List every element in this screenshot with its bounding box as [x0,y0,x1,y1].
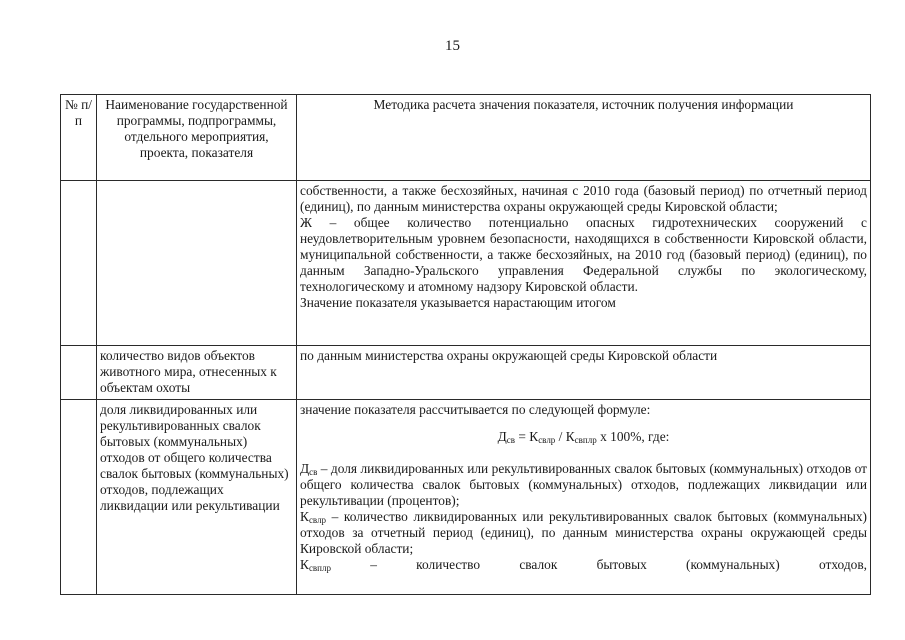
definition-text: – количество ликвидированных или рекультивированных свалок бытовых (коммунальных) отходов за отчетный период (единиц), по данным министерства охраны окружающей среды Кировской области; [300,509,867,556]
formula-operator: = [515,429,530,444]
table-row [61,346,871,400]
definition-text: – доля ликвидированных или рекультивированных свалок бытовых (коммунальных) отходов от общего количества свалок бытовых (коммунальных) отходов, подлежащих ликвидации или рекультивации (процентов); [300,461,867,508]
row-name [97,181,297,346]
definition-symbol: К [300,509,309,524]
header-method: Методика расчета значения показателя, источник получения информации [297,95,871,181]
formula-symbol: К [529,429,539,444]
table-header-row [61,95,871,181]
definition [300,509,867,557]
row-name: количество видов объектов животного мира, отнесенных к объектам охоты [97,346,297,400]
row-method: по данным министерства охраны окружающей среды Кировской области [297,346,871,400]
formula-subscript: свплр [574,435,597,445]
formula-tail: х 100%, где: [596,429,670,444]
formula [300,429,867,445]
method-intro: значение показателя рассчитывается по следующей формуле: [300,402,651,417]
definition-symbol: Д [300,461,310,476]
row-name: доля ликвидированных или рекультивированных свалок бытовых (коммунальных) отходов от общего количества свалок бытовых (коммунальных) отходов, подлежащих ликвидации или рекультивации [97,400,297,595]
formula-subscript: свлр [538,435,556,445]
formula-subscript: св [506,435,515,445]
indicator-methodology-table [60,94,871,595]
definition [300,557,867,573]
header-num: № п/п [61,95,97,181]
row-num [61,181,97,346]
method-paragraph: Ж – общее количество потенциально опасных гидротехнических сооружений с неудовлетворительным уровнем безопасности, находящихся в собственности Кировской области, муниципальной собственности, а также бесхозяйных, на 2010 год (базовый период) (единиц), по данным Западно-Уральского управления Федеральной службы по экологическому, технологическому и атомному надзору Кировской области. [300,215,867,294]
formula-operator: / [555,429,566,444]
row-num [61,400,97,595]
definition [300,461,867,509]
formula-symbol: Д [497,429,507,444]
method-paragraph: Значение показателя указывается нарастающим итогом [300,295,616,310]
row-method [297,400,871,595]
formula-symbol: К [565,429,575,444]
definition-subscript: свплр [308,563,331,573]
page-number: 15 [445,38,460,54]
definition-subscript: св [309,467,318,477]
table-row [61,400,871,595]
row-num [61,346,97,400]
definition-text: – количество свалок бытовых (коммунальных) отходов, [331,557,867,572]
method-paragraph: собственности, а также бесхозяйных, начиная с 2010 года (базовый период) по отчетный период (единиц), по данным министерства охраны окружающей среды Кировской области; [300,183,867,214]
definition-symbol: К [300,557,309,572]
table-row [61,181,871,346]
header-name: Наименование государственной программы, подпрограммы, отдельного мероприятия, проекта, показателя [97,95,297,181]
row-method [297,181,871,346]
definition-subscript: свлр [308,515,327,525]
